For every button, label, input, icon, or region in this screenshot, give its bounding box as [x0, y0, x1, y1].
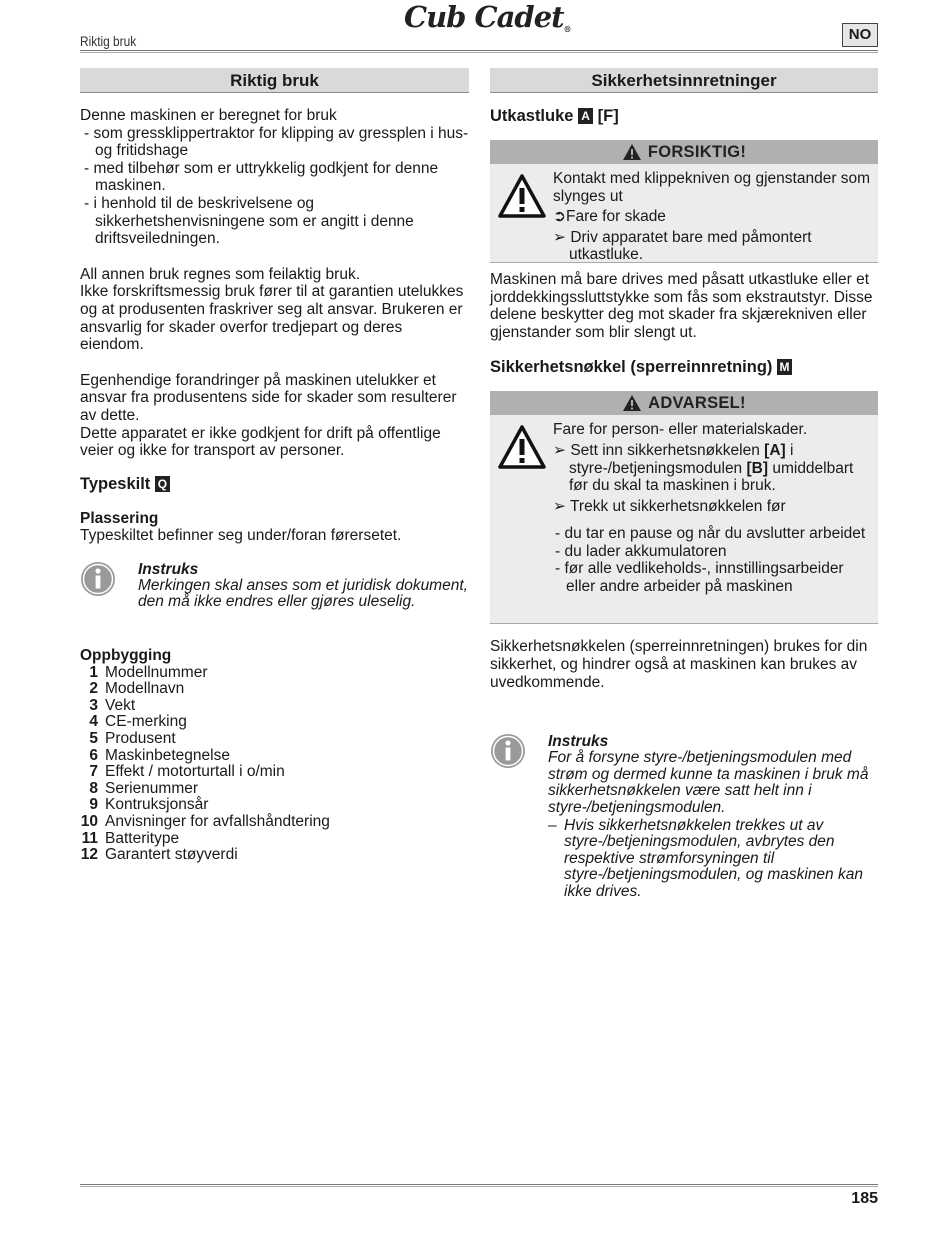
list-item: 2 Modellnavn	[89, 680, 185, 698]
list-item: - som gressklippertraktor for klipping av gressplen i hus- og fritidshage	[80, 125, 469, 160]
warning-triangle-icon	[622, 143, 642, 161]
action-arrow-icon: ➢	[553, 497, 566, 515]
plassering-heading: Plassering	[80, 509, 159, 527]
list-item: 7 Effekt / motorturtall i o/min	[89, 763, 285, 781]
instruks-title: Instruks	[548, 733, 609, 751]
brand-logo: Cub Cadet®	[404, 0, 571, 34]
list-item: 10 Anvisninger for avfallshåndtering	[80, 813, 330, 830]
header-rule	[80, 50, 878, 53]
instruks-note	[490, 733, 878, 900]
warning-text: Fare for person- eller materialskader.	[553, 421, 808, 439]
sikkerhetsnokkel-heading: Sikkerhetsnøkkel (sperreinnretning) M	[490, 357, 878, 377]
action-arrow-icon: ➢	[553, 228, 566, 246]
warning-action-insert: ➢ Sett inn sikkerhetsnøkkelen [A] i styre-/betjeningsmodulen [B] umiddelbart før du skal ta maskinen i bruk.	[553, 441, 854, 495]
typeskilt-heading: Typeskilt Q	[80, 474, 469, 494]
list-item: 12 Garantert støyverdi	[80, 846, 238, 864]
instruks-text: Merkingen skal anses som et juridisk dokument, den må ikke endres eller gjøres uleselig.	[138, 576, 468, 611]
list-item: 8 Serienummer	[89, 779, 199, 797]
action-arrow-icon: ➢	[553, 441, 566, 459]
oppbygging-heading: Oppbygging	[80, 647, 172, 665]
plassering-text: Typeskiltet befinner seg under/foran førersetet.	[80, 527, 402, 545]
list-item: - i henhold til de beskrivelsene og sikkerhetshenvisningene som er angitt i denne driftsveiledningen.	[80, 195, 469, 248]
caution-header: FORSIKTIG!	[490, 140, 878, 164]
misuse-paragraph: All annen bruk regnes som feilaktig bruk. Ikke forskriftsmessig bruk fører til at garantien utelukkes og at produsenten fraskriver seg alt ansvar. Brukeren er ansvarlig for skader overfor tredjepart og deres eiendom.	[80, 265, 464, 354]
list-item: 11 Batteritype	[81, 829, 180, 847]
instruks-title: Instruks	[138, 560, 199, 578]
instruks-note	[80, 561, 469, 611]
list-item: 5 Produsent	[89, 730, 176, 748]
list-item: 1 Modellnummer	[89, 663, 208, 681]
info-icon	[490, 733, 526, 769]
warning-triangle-icon	[622, 394, 642, 412]
figure-ref-badge: Q	[155, 476, 170, 492]
caution-action: ➢ Driv apparatet bare med påmontert utkastluke.	[553, 228, 812, 264]
list-item: - med tilbehør som er uttrykkelig godkjent for denne maskinen.	[80, 160, 469, 195]
oppbygging-list	[80, 665, 469, 864]
utkastluke-paragraph: Maskinen må bare drives med påsatt utkastluke eller et jorddekkingssluttstykke som fås som ekstrautstyr. Disse delene beskytter deg mot skader fra skjærekniven eller gjenstander som blir slengt ut.	[490, 271, 873, 341]
page-number: 185	[851, 1190, 878, 1207]
instruks-bullet: – Hvis sikkerhetsnøkkelen trekkes ut av styre-/betjeningsmodulen, avbrytes den respektive strømforsyningen til styre-/betjeningsmodulen, og maskinen kan ikke drives.	[548, 816, 863, 900]
sikkerhetsnokkel-paragraph: Sikkerhetsnøkkelen (sperreinnretningen) brukes for din sikkerhet, og hindrer også at maskinen kan brukes av uvedkommende.	[490, 638, 868, 691]
section-heading-riktig-bruk: Riktig bruk	[80, 68, 469, 93]
left-column	[80, 68, 469, 864]
language-badge: NO	[842, 23, 878, 47]
consequence-arrow-icon: ➲	[553, 208, 566, 226]
intro-text: Denne maskinen er beregnet for bruk	[80, 107, 337, 124]
right-column	[490, 68, 878, 901]
section-heading-sikkerhetsinnretninger: Sikkerhetsinnretninger	[490, 68, 878, 93]
list-item: - du lader akkumulatoren	[551, 543, 874, 561]
list-item: - før alle vedlikeholds-, innstillingsarbeider eller andre arbeider på maskinen	[551, 560, 874, 595]
list-item: 9 Kontruksjonsår	[89, 796, 209, 814]
warning-box	[490, 391, 878, 624]
figure-ref-badge: A	[578, 108, 593, 124]
instruks-text: For å forsyne styre-/betjeningsmodulen med strøm og dermed kunne ta maskinen i bruk må sikkerhetsnøkkelen være satt helt inn i styre-/betjeningsmodulen.	[548, 749, 869, 816]
utkastluke-heading: Utkastluke A [F]	[490, 107, 619, 125]
info-icon	[80, 561, 116, 597]
warning-sublist	[551, 525, 874, 595]
list-item: 4 CE-merking	[89, 713, 187, 731]
intro-list	[80, 125, 469, 248]
warning-action-remove: ➢ Trekk ut sikkerhetsnøkkelen før	[553, 497, 786, 515]
running-title: Riktig bruk	[80, 33, 137, 49]
list-item: 3 Vekt	[89, 696, 136, 714]
warning-triangle-icon	[498, 425, 546, 469]
list-item: 6 Maskinbetegnelse	[89, 746, 230, 764]
warning-triangle-icon	[498, 174, 546, 218]
caution-box	[490, 140, 878, 263]
figure-ref-badge: M	[777, 359, 792, 375]
footer-rule	[80, 1184, 878, 1187]
warning-header: ADVARSEL!	[490, 391, 878, 415]
caution-consequence: ➲Fare for skade	[553, 208, 666, 226]
caution-text: Kontakt med klippekniven og gjenstander som slynges ut	[553, 170, 871, 205]
modification-paragraph: Egenhendige forandringer på maskinen utelukker et ansvar fra produsentens side for skader som resulterer av dette. Dette apparatet er ikke godkjent for drift på offentlige veier og ikke for transport av personer.	[80, 371, 457, 460]
list-item: - du tar en pause og når du avslutter arbeidet	[551, 525, 874, 543]
